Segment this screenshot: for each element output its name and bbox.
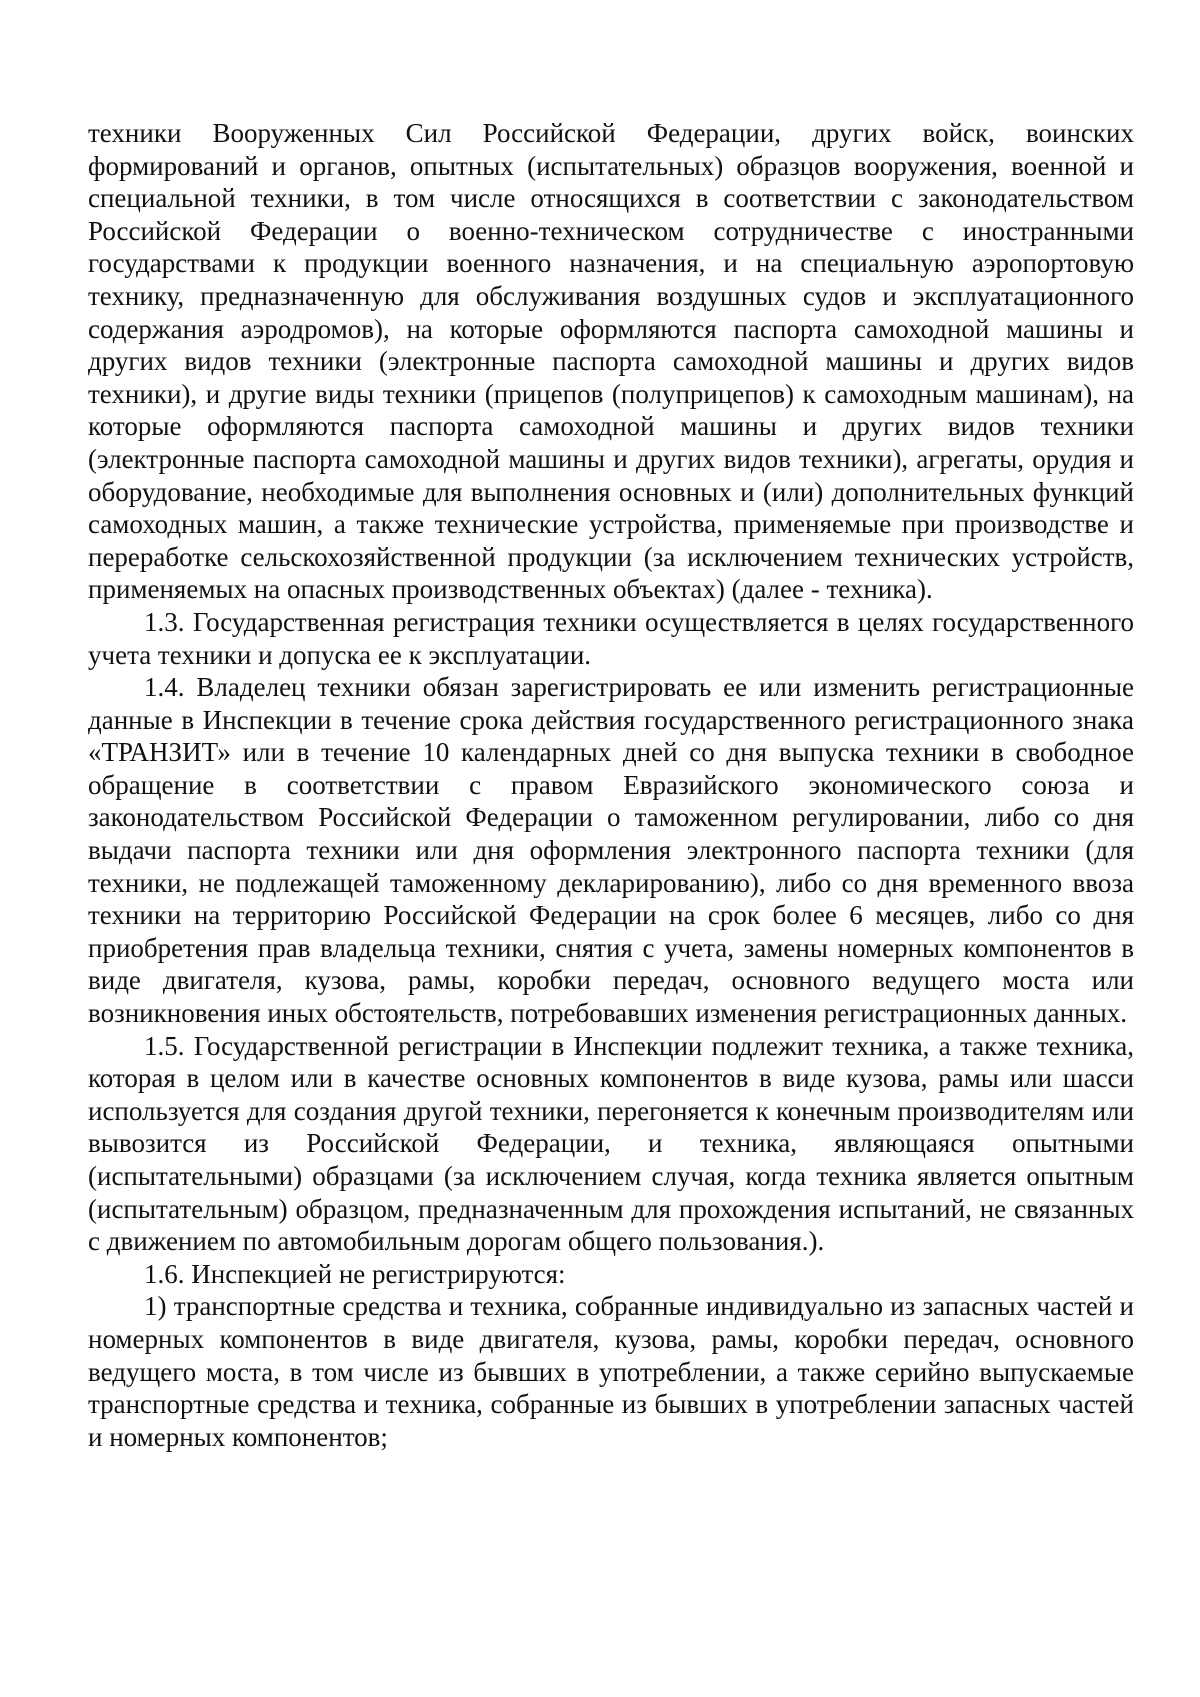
paragraph-continuation: техники Вооруженных Сил Российской Федерации, других войск, воинских формирований и органов, опытных (испытательных) образцов вооружения, военной и специальной техники, в том числе относящихся в соответствии с законодательством Российской Федерации о военно-техническом сотрудничестве с иностранными государствами к продукции военного назначения, и на специальную аэропортовую технику, предназначенную для обслуживания воздушных судов и эксплуатационного содержания аэродромов), на которые оформляются паспорта самоходной машины и других видов техники (электронные паспорта самоходной машины и других видов техники), и другие виды техники (прицепов (полуприцепов) к самоходным машинам), на которые оформляются паспорта самоходной машины и других видов техники (электронные паспорта самоходной машины и других видов техники), агрегаты, орудия и оборудование, необходимые для выполнения основных и (или) дополнительных функций самоходных машин, а также технические устройства, применяемые при производстве и переработке сельскохозяйственной продукции (за исключением технических устройств, применяемых на опасных производственных объектах) (далее - техника). — [88, 118, 1134, 605]
paragraph-1-3: 1.3. Государственная регистрация техники осуществляется в целях государственного учета техники и допуска ее к эксплуатации. — [88, 606, 1134, 670]
document-page — [88, 117, 1134, 1453]
paragraph-1-6: 1.6. Инспекцией не регистрируются: — [144, 1258, 566, 1289]
paragraph-1-5: 1.5. Государственной регистрации в Инспекции подлежит техника, а также техника, которая в целом или в качестве основных компонентов в виде кузова, рамы или шасси используется для создания другой техники, перегоняется к конечным производителям или вывозится из Российской Федерации, и техника, являющаяся опытными (испытательными) образцами (за исключением случая, когда техника является опытным (испытательным) образцом, предназначенным для прохождения испытаний, не связанных с движением по автомобильным дорогам общего пользования.). — [88, 1030, 1134, 1257]
list-item-1: 1) транспортные средства и техника, собранные индивидуально из запасных частей и номерных компонентов в виде двигателя, кузова, рамы, коробки передач, основного ведущего моста, в том числе из бывших в употреблении, а также серийно выпускаемые транспортные средства и техника, собранные из бывших в употреблении запасных частей и номерных компонентов; — [88, 1291, 1134, 1452]
paragraph-1-4: 1.4. Владелец техники обязан зарегистрировать ее или изменить регистрационные данные в Инспекции в течение срока действия государственного регистрационного знака «ТРАНЗИТ» или в течение 10 календарных дней со дня выпуска техники в свободное обращение в соответствии с правом Евразийского экономического союза и законодательством Российской Федерации о таможенном регулировании, либо со дня выдачи паспорта техники или дня оформления электронного паспорта техники (для техники, не подлежащей таможенному декларированию), либо со дня временного ввоза техники на территорию Российской Федерации на срок более 6 месяцев, либо со дня приобретения прав владельца техники, снятия с учета, замены номерных компонентов в виде двигателя, кузова, рамы, коробки передач, основного ведущего моста или возникновения иных обстоятельств, потребовавших изменения регистрационных данных. — [88, 672, 1134, 1029]
